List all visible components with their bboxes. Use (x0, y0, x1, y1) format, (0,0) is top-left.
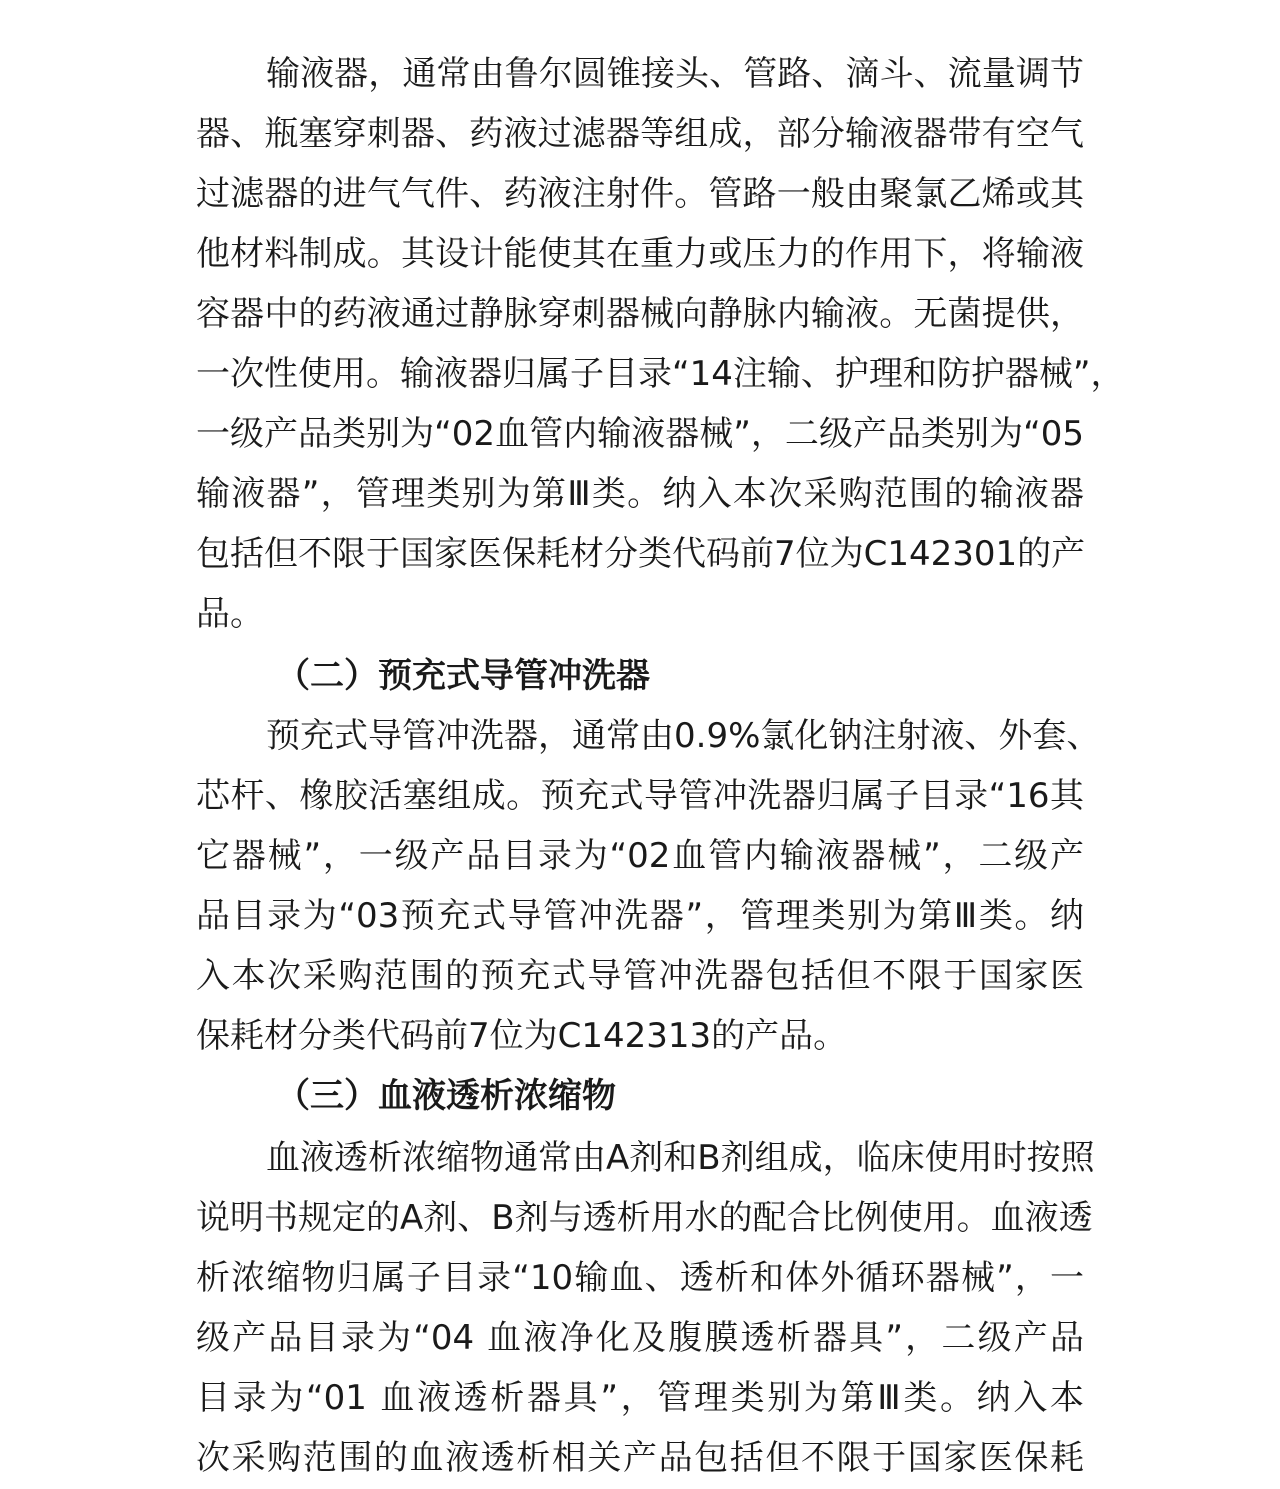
paragraph-line: 包括但不限于国家医保耗材分类代码前7位为C142301的产 (196, 534, 1086, 574)
paragraph-line: 器、瓶塞穿刺器、药液过滤器等组成，部分输液器带有空气 (196, 114, 1084, 154)
paragraph-line: 级产品目录为“04 血液净化及腹膜透析器具”，二级产品 (196, 1318, 1084, 1358)
paragraph-line: 次采购范围的血液透析相关产品包括但不限于国家医保耗 (196, 1438, 1084, 1478)
paragraph-line: 目录为“01 血液透析器具”，管理类别为第Ⅲ类。纳入本 (196, 1378, 1084, 1418)
paragraph-line: 芯杆、橡胶活塞组成。预充式导管冲洗器归属子目录“16其 (196, 776, 1084, 816)
paragraph-line: 预充式导管冲洗器，通常由0.9%氯化钠注射液、外套、 (266, 716, 1101, 756)
paragraph-line: 析浓缩物归属子目录“10输血、透析和体外循环器械”，一 (196, 1258, 1084, 1298)
paragraph-line: 血液透析浓缩物通常由A剂和B剂组成，临床使用时按照 (266, 1138, 1095, 1178)
paragraph-line: 入本次采购范围的预充式导管冲洗器包括但不限于国家医 (196, 956, 1084, 996)
paragraph-line: 保耗材分类代码前7位为C142313的产品。 (196, 1016, 848, 1056)
paragraph-line: 过滤器的进气气件、药液注射件。管路一般由聚氯乙烯或其 (196, 174, 1084, 214)
paragraph-line: 他材料制成。其设计能使其在重力或压力的作用下，将输液 (196, 234, 1084, 274)
paragraph-line: 品。 (196, 594, 264, 634)
section-heading-prefilled-flush: （二）预充式导管冲洗器 (276, 656, 650, 696)
paragraph-line: 它器械”，一级产品目录为“02血管内输液器械”，二级产 (196, 836, 1084, 876)
paragraph-line: 说明书规定的A剂、B剂与透析用水的配合比例使用。血液透 (196, 1198, 1093, 1238)
paragraph-line: 一次性使用。输液器归属子目录“14注输、护理和防护器械”， (196, 354, 1125, 394)
paragraph-line: 一级产品类别为“02血管内输液器械”，二级产品类别为“05 (196, 414, 1084, 454)
paragraph-line: 输液器”，管理类别为第Ⅲ类。纳入本次采购范围的输液器 (196, 474, 1084, 514)
paragraph-line: 容器中的药液通过静脉穿刺器械向静脉内输液。无菌提供， (196, 294, 1084, 334)
paragraph-line: 输液器，通常由鲁尔圆锥接头、管路、滴斗、流量调节 (266, 54, 1084, 94)
paragraph-line: 品目录为“03预充式导管冲洗器”，管理类别为第Ⅲ类。纳 (196, 896, 1084, 936)
section-heading-dialysis-concentrate: （三）血液透析浓缩物 (276, 1076, 616, 1116)
